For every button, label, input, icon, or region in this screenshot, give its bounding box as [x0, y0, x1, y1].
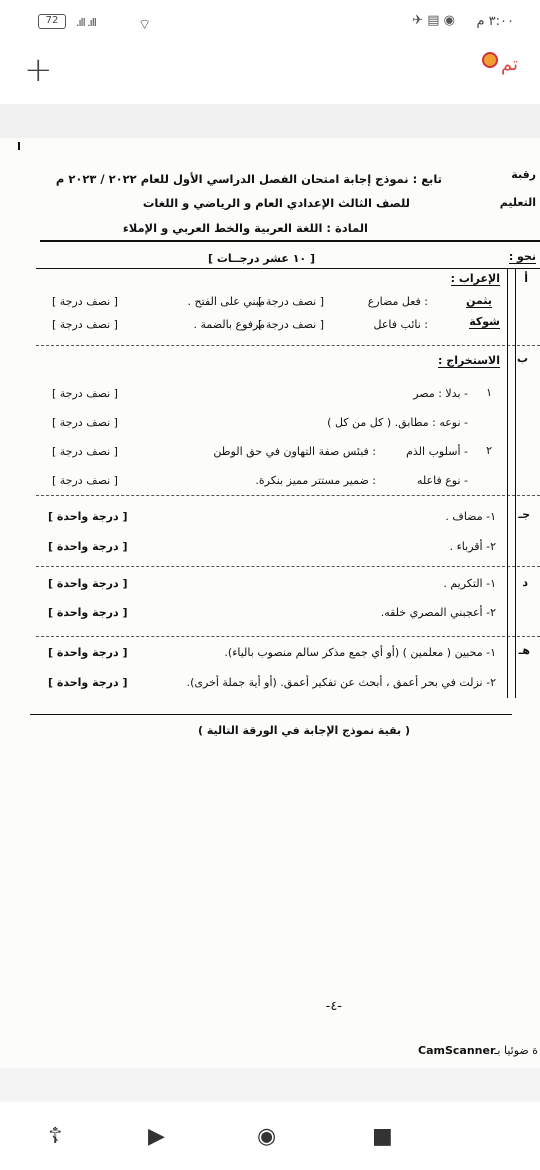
- answer-text: مرفوع بالضمة .: [193, 318, 265, 331]
- mark: [ نصف درجة ]: [258, 318, 324, 331]
- bottom-navigation: [0, 1102, 540, 1170]
- question-letter: أ: [524, 272, 528, 285]
- col-rule: [507, 345, 508, 495]
- mark: [ نصف درجة ]: [52, 474, 118, 487]
- clock: ٣:٠٠ م: [476, 14, 514, 29]
- scanned-with-label: ة ضوئيا بـ: [494, 1044, 538, 1057]
- header-rule: [40, 240, 540, 242]
- continuation-note: ( بقية نموذج الإجابة في الورقة التالية ): [197, 724, 410, 737]
- section-title: نحو :: [508, 250, 536, 263]
- mark: [ درجة واحدة ]: [48, 540, 128, 553]
- answer-text: - أسلوب الذم: [406, 445, 468, 458]
- mark: [ درجة واحدة ]: [48, 676, 128, 689]
- mark: [ درجة واحدة ]: [48, 510, 128, 523]
- mark: [ نصف درجة ]: [52, 318, 118, 331]
- footer-rule: [30, 714, 512, 715]
- status-bar: [0, 0, 540, 44]
- mark: [ نصف درجة ]: [258, 295, 324, 308]
- divider: [36, 566, 540, 567]
- answer-text: - نوعه : مطابق. ( كل من كل ): [327, 416, 468, 429]
- subsection-title: الاستخراج :: [438, 354, 500, 367]
- answer-text: - نوع فاعله: [417, 474, 468, 487]
- subsection-title: الإعراب :: [450, 272, 500, 285]
- record-icon[interactable]: ◉: [257, 1124, 277, 1149]
- col-rule: [515, 268, 516, 346]
- header-line-1: تابع : نموذج إجابة امتحان الفصل الدراسي الأول للعام ٢٠٢٢ / ٢٠٢٣ م: [55, 172, 442, 186]
- answer-text: ٢- أعجبني المصري خلقه.: [380, 606, 496, 619]
- mark: [ درجة واحدة ]: [48, 606, 128, 619]
- question-letter: د: [522, 576, 528, 589]
- item-number: ٢: [486, 444, 492, 457]
- stop-icon[interactable]: ■: [372, 1124, 393, 1149]
- col-rule: [515, 566, 516, 636]
- col-rule: [515, 345, 516, 495]
- question-letter: جـ: [518, 508, 530, 521]
- mark: [ نصف درجة ]: [52, 387, 118, 400]
- answer-text: مبني على الفتح .: [187, 295, 265, 308]
- cut-text-2: التعليم: [499, 196, 536, 209]
- answer-text: : نائب فاعل: [373, 318, 428, 331]
- answer-text: : فبئس صفة التهاون في حق الوطن: [213, 445, 376, 458]
- scan-edge-mark: [18, 142, 20, 150]
- mark: [ درجة واحدة ]: [48, 646, 128, 659]
- answer-text: ١- التكريم .: [443, 577, 496, 590]
- done-button[interactable]: تم: [501, 54, 518, 75]
- battery-level: 72: [45, 15, 59, 26]
- mark: [ نصف درجة ]: [52, 416, 118, 429]
- answer-text: - بدلا : مصر: [413, 387, 468, 400]
- viewer-background: [0, 104, 540, 138]
- signal-icon: .ıll .ıll: [76, 16, 96, 29]
- header-line-2: للصف الثالث الإعدادي العام و الرياضي و اللغات: [142, 196, 410, 210]
- wifi-icon: ⌔: [138, 17, 151, 33]
- answer-text: ٢- أقرباء .: [449, 540, 496, 553]
- col-rule: [515, 495, 516, 567]
- app-toolbar: [0, 44, 540, 104]
- col-rule: [515, 636, 516, 698]
- header-line-3: المادة : اللغة العربية والخط العربي و الإملاء: [122, 221, 368, 235]
- scanned-document[interactable]: [0, 138, 540, 1068]
- accessibility-icon[interactable]: ☦: [48, 1124, 63, 1149]
- total-marks: [ ١٠ عشر درجــات ]: [208, 252, 315, 265]
- profile-badge-icon: [482, 52, 498, 68]
- mark: [ نصف درجة ]: [52, 445, 118, 458]
- col-rule: [507, 566, 508, 636]
- question-letter: هـ: [518, 644, 530, 657]
- camscanner-label: CamScanner: [418, 1044, 496, 1057]
- page-number: -٤-: [325, 999, 342, 1014]
- mark: [ نصف درجة ]: [52, 295, 118, 308]
- battery-icon: [38, 14, 66, 29]
- item-number: ١: [486, 386, 492, 399]
- mark: [ درجة واحدة ]: [48, 577, 128, 590]
- play-icon[interactable]: ▶: [148, 1124, 165, 1149]
- word: شوكة: [469, 315, 500, 328]
- notification-icons: ✈ ▤ ◉: [412, 13, 455, 28]
- col-rule: [507, 636, 508, 698]
- row-rule: [36, 268, 540, 269]
- answer-text: : فعل مضارع: [367, 295, 428, 308]
- answer-text: ١- مضاف .: [445, 510, 496, 523]
- col-rule: [507, 495, 508, 567]
- divider: [36, 495, 540, 496]
- answer-text: ٢- نزلت في بحر أعمق ، أبحث عن تفكير أعمق. (أو أية جملة أخرى).: [186, 676, 496, 689]
- word: يثمن: [466, 294, 492, 307]
- cut-text-1: رقبة: [511, 168, 536, 181]
- divider: [36, 636, 540, 637]
- col-rule: [507, 268, 508, 346]
- add-button[interactable]: +: [24, 50, 53, 90]
- question-letter: ب: [516, 352, 528, 365]
- divider: [36, 345, 540, 346]
- answer-text: : ضمير مستتر مميز بنكرة.: [255, 474, 376, 487]
- answer-text: ١- محبين ( معلمين ) (أو أي جمع مذكر سالم منصوب بالياء).: [224, 646, 496, 659]
